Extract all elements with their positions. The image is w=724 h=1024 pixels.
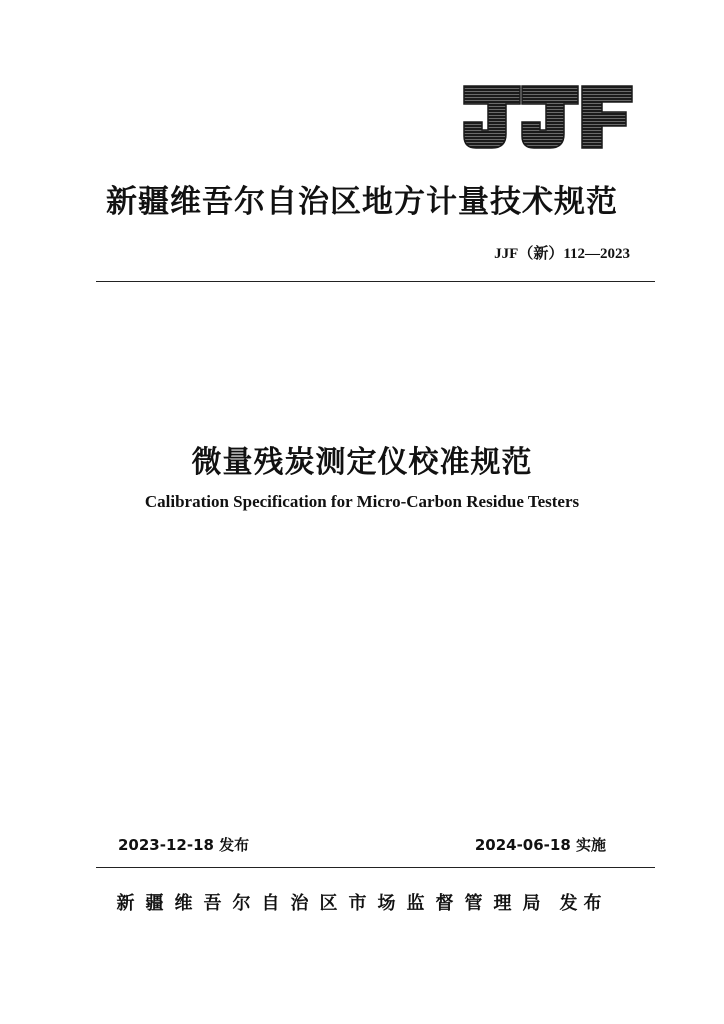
publisher-footer (0, 889, 724, 915)
implementation-date: 2024-06-18 实施 (474, 836, 606, 854)
document-title-cn: 微量残炭测定仪校准规范 (191, 445, 533, 480)
authority-heading: 新疆维吾尔自治区地方计量技术规范 (106, 184, 618, 220)
logo-text: JJF (462, 82, 464, 83)
standard-code: JJF（新）112—2023 (494, 246, 630, 262)
top-divider (96, 281, 655, 282)
publisher-name: 新疆维吾尔自治区市场监督管理局 (116, 893, 552, 914)
jjf-logo (462, 82, 634, 152)
bottom-divider (96, 867, 655, 868)
publish-label: 发布 (559, 893, 608, 914)
issue-date: 2023-12-18 发布 (118, 836, 250, 854)
document-title-en: Calibration Specification for Micro-Carbon Residue Testers (144, 492, 580, 511)
